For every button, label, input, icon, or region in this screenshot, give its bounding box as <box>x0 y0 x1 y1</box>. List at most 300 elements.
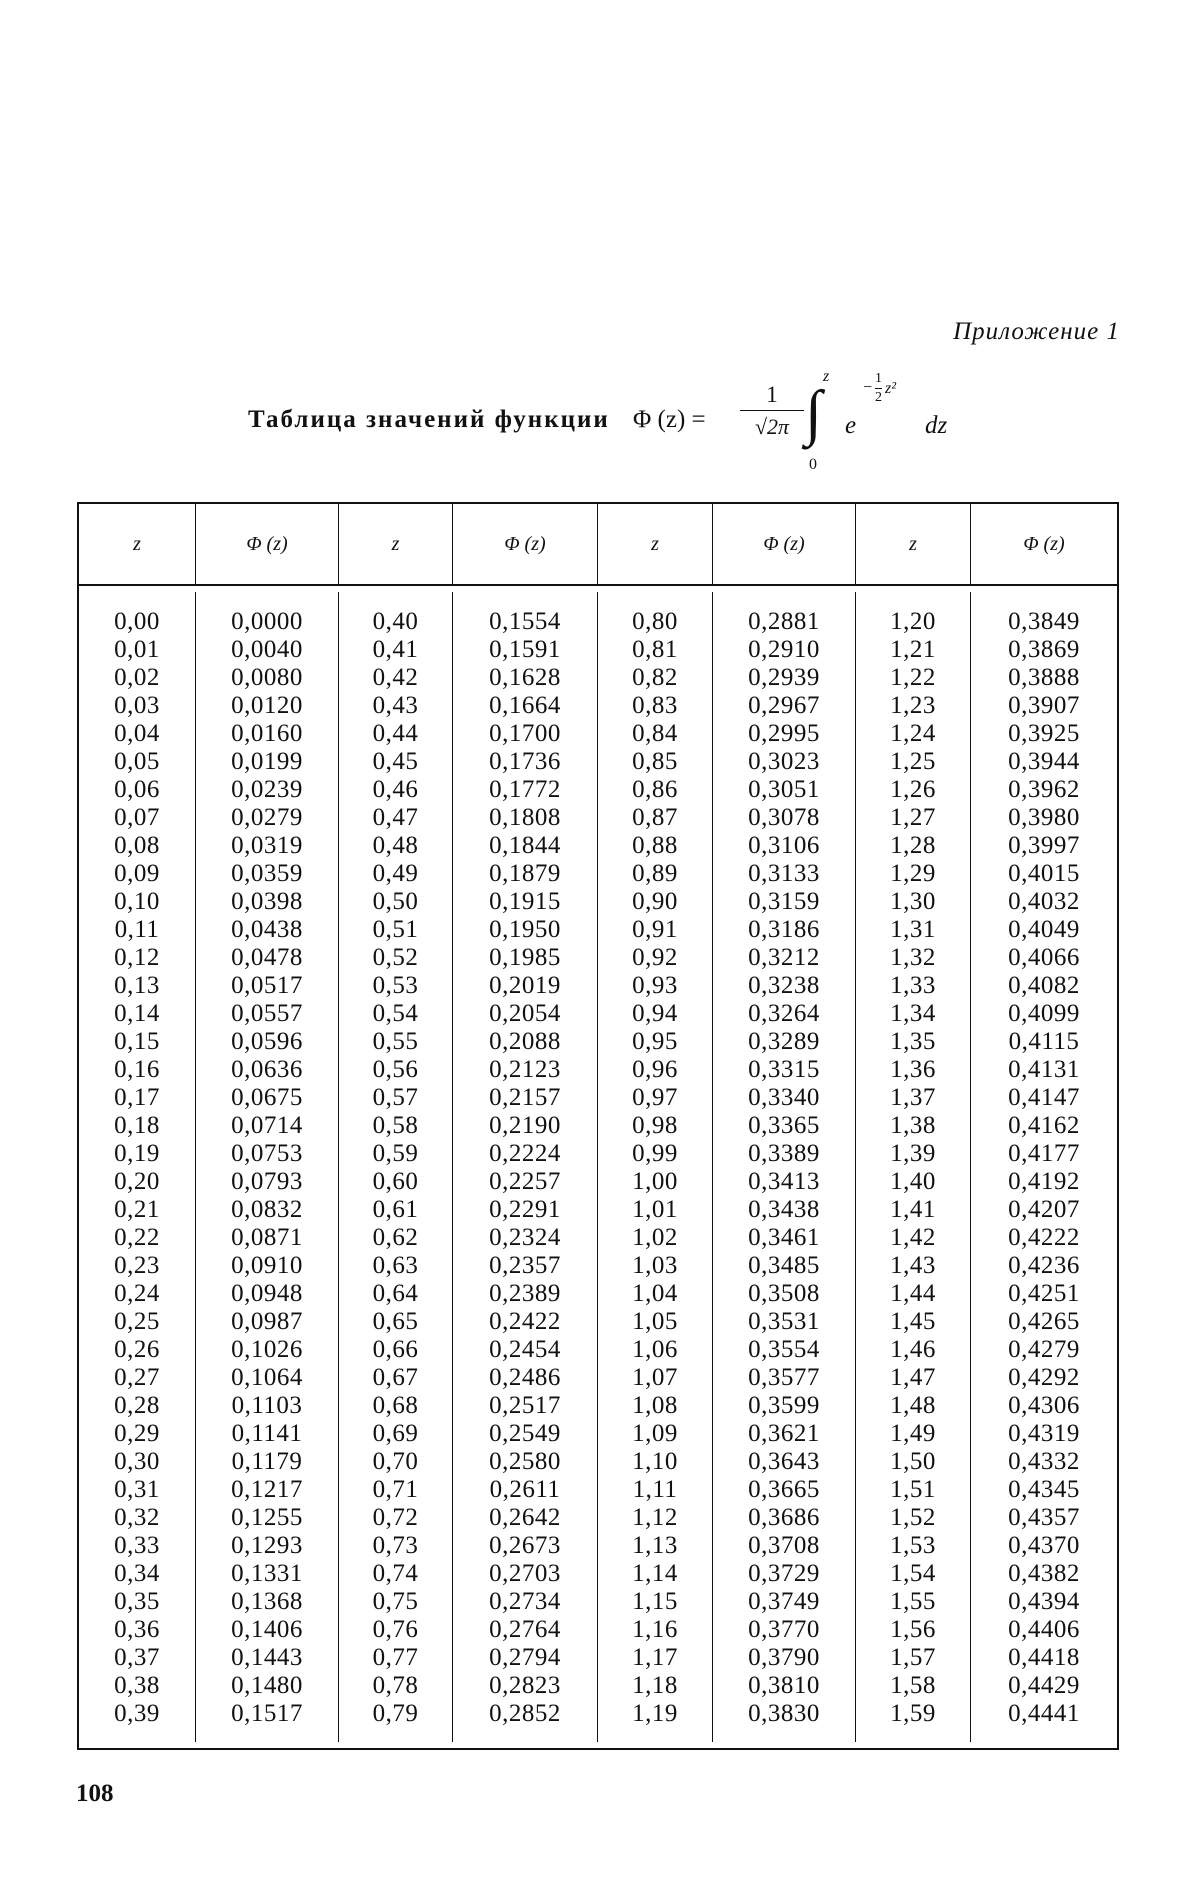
phi-value-cell: 0,0000 <box>231 608 303 635</box>
z-value-cell: 1,24 <box>890 720 936 747</box>
phi-value-cell: 0,0596 <box>231 1028 303 1055</box>
z-value-cell: 0,71 <box>372 1476 419 1503</box>
differential: dz <box>925 412 948 439</box>
z-value-cell: 1,37 <box>890 1084 936 1111</box>
phi-value-cell: 0,3264 <box>748 1000 820 1027</box>
header-phi-4: Φ (z) <box>1023 532 1065 555</box>
z-value-cell: 1,28 <box>890 832 936 859</box>
phi-value-cell: 0,4332 <box>1008 1448 1080 1475</box>
z-value-cell: 1,30 <box>890 888 936 915</box>
phi-value-cell: 0,1772 <box>489 776 561 803</box>
phi-value-cell: 0,3051 <box>748 776 820 803</box>
phi-value-cell: 0,0478 <box>231 944 303 971</box>
phi-value-cell: 0,3461 <box>748 1224 820 1251</box>
z-value-cell: 0,93 <box>632 972 678 999</box>
appendix-label: Приложение 1 <box>953 318 1120 345</box>
phi-value-cell: 0,2642 <box>489 1504 561 1531</box>
phi-value-cell: 0,3599 <box>748 1392 820 1419</box>
z-value-cell: 1,34 <box>890 1000 936 1027</box>
z-value-cell: 1,14 <box>632 1560 678 1587</box>
z-value-cell: 0,81 <box>632 636 678 663</box>
phi-value-cell: 0,0040 <box>231 636 303 663</box>
z-value-cell: 0,67 <box>372 1364 419 1391</box>
z-value-cell: 0,11 <box>114 916 160 943</box>
z-value-cell: 0,88 <box>632 832 678 859</box>
phi-value-cell: 0,4099 <box>1008 1000 1080 1027</box>
z-value-cell: 0,74 <box>372 1560 419 1587</box>
phi-value-cell: 0,2389 <box>489 1280 561 1307</box>
z-value-cell: 0,43 <box>372 692 419 719</box>
z-value-cell: 0,02 <box>114 664 160 691</box>
phi-value-cell: 0,3238 <box>748 972 820 999</box>
phi-value-cell: 0,0753 <box>231 1140 303 1167</box>
z-value-cell: 0,56 <box>372 1056 419 1083</box>
phi-value-cell: 0,2995 <box>748 720 820 747</box>
z-value-cell: 0,39 <box>114 1700 160 1727</box>
column-z-3 <box>598 592 713 1742</box>
phi-value-cell: 0,4115 <box>1008 1028 1080 1055</box>
z-value-cell: 0,26 <box>114 1336 160 1363</box>
phi-value-cell: 0,4279 <box>1008 1336 1080 1363</box>
z-value-cell: 0,33 <box>114 1532 160 1559</box>
phi-value-cell: 0,3749 <box>748 1588 820 1615</box>
z-value-cell: 0,20 <box>114 1168 160 1195</box>
header-z-4: z <box>856 504 971 584</box>
phi-value-cell: 0,0080 <box>231 664 303 691</box>
z-value-cell: 0,90 <box>632 888 678 915</box>
z-value-cell: 1,01 <box>632 1196 678 1223</box>
z-value-cell: 0,98 <box>632 1112 678 1139</box>
phi-value-cell: 0,3106 <box>748 832 820 859</box>
formula-numerator: 1 <box>766 382 778 407</box>
z-value-cell: 0,25 <box>114 1308 160 1335</box>
z-value-cell: 1,27 <box>890 804 936 831</box>
z-value-cell: 1,26 <box>890 776 936 803</box>
z-value-cell: 0,76 <box>372 1616 419 1643</box>
z-value-cell: 0,06 <box>114 776 160 803</box>
phi-value-cell: 0,4032 <box>1008 888 1080 915</box>
phi-value-cell: 0,1554 <box>489 608 561 635</box>
header-phi-1: Φ (z) <box>196 504 339 584</box>
z-value-cell: 0,30 <box>114 1448 160 1475</box>
column-z-4 <box>856 592 971 1742</box>
formula-denominator: √2π <box>754 414 790 439</box>
phi-value-cell: 0,3962 <box>1008 776 1080 803</box>
z-value-cell: 0,95 <box>632 1028 678 1055</box>
z-value-cell: 1,04 <box>632 1280 678 1307</box>
z-value-cell: 1,07 <box>632 1364 678 1391</box>
column-phi-2 <box>453 592 598 1742</box>
phi-value-cell: 0,0438 <box>231 916 303 943</box>
phi-value-cell: 0,2910 <box>748 636 820 663</box>
phi-value-cell: 0,4429 <box>1008 1672 1080 1699</box>
phi-value-cell: 0,2123 <box>489 1056 561 1083</box>
phi-value-cell: 0,2357 <box>489 1252 561 1279</box>
phi-value-cell: 0,4251 <box>1008 1280 1080 1307</box>
table-body <box>79 592 1117 1742</box>
z-value-cell: 0,69 <box>372 1420 419 1447</box>
header-z-3: z <box>598 504 713 584</box>
phi-value-cell: 0,0517 <box>231 972 303 999</box>
phi-value-cell: 0,0199 <box>231 748 303 775</box>
z-value-cell: 0,75 <box>372 1588 419 1615</box>
phi-value-cell: 0,1844 <box>489 832 561 859</box>
phi-value-cell: 0,3925 <box>1008 720 1080 747</box>
z-value-cell: 0,72 <box>372 1504 419 1531</box>
phi-value-cell: 0,0279 <box>231 804 303 831</box>
z-value-cell: 0,78 <box>372 1672 419 1699</box>
table-title <box>248 368 1008 478</box>
z-value-cell: 0,44 <box>372 720 419 747</box>
z-value-cell: 1,08 <box>632 1392 678 1419</box>
z-value-cell: 0,07 <box>114 804 160 831</box>
phi-value-cell: 0,2019 <box>489 972 561 999</box>
phi-value-cell: 0,3708 <box>748 1532 820 1559</box>
z-value-cell: 1,17 <box>632 1644 678 1671</box>
z-value-cell: 0,79 <box>372 1700 419 1727</box>
z-value-cell: 0,83 <box>632 692 678 719</box>
z-value-cell: 1,22 <box>890 664 936 691</box>
phi-value-cell: 0,3508 <box>748 1280 820 1307</box>
header-z-1: z <box>79 504 196 584</box>
z-value-cell: 0,19 <box>114 1140 160 1167</box>
z-value-cell: 0,27 <box>114 1364 160 1391</box>
exponent-numerator: 1 <box>875 371 883 386</box>
phi-value-cell: 0,3869 <box>1008 636 1080 663</box>
column-phi-3 <box>713 592 856 1742</box>
phi-value-cell: 0,1664 <box>489 692 561 719</box>
phi-value-cell: 0,3830 <box>748 1700 820 1727</box>
phi-value-cell: 0,2794 <box>489 1644 561 1671</box>
z-value-cell: 0,62 <box>372 1224 419 1251</box>
phi-value-cell: 0,4236 <box>1008 1252 1080 1279</box>
phi-value-cell: 0,3554 <box>748 1336 820 1363</box>
z-value-cell: 0,32 <box>114 1504 160 1531</box>
exponent-var: z² <box>885 379 897 397</box>
z-value-cell: 0,00 <box>114 608 160 635</box>
z-value-cell: 1,09 <box>632 1420 678 1447</box>
z-value-cell: 0,57 <box>372 1084 419 1111</box>
z-value-cell: 1,53 <box>890 1532 936 1559</box>
z-value-cell: 1,10 <box>632 1448 678 1475</box>
z-value-cell: 0,04 <box>114 720 160 747</box>
z-value-cell: 0,29 <box>114 1420 160 1447</box>
phi-formula <box>633 368 993 478</box>
column-z-2 <box>339 592 453 1742</box>
z-value-cell: 0,05 <box>114 748 160 775</box>
phi-values-table <box>77 502 1119 1750</box>
phi-value-cell: 0,4082 <box>1008 972 1080 999</box>
phi-value-cell: 0,0120 <box>231 692 303 719</box>
z-value-cell: 1,15 <box>632 1588 678 1615</box>
phi-value-cell: 0,1879 <box>489 860 561 887</box>
phi-value-cell: 0,1915 <box>489 888 561 915</box>
z-value-cell: 0,61 <box>372 1196 419 1223</box>
phi-value-cell: 0,3810 <box>748 1672 820 1699</box>
z-value-cell: 1,40 <box>890 1168 936 1195</box>
exponent-base: e <box>845 412 857 439</box>
phi-value-cell: 0,3023 <box>748 748 820 775</box>
z-value-cell: 1,03 <box>632 1252 678 1279</box>
phi-value-cell: 0,1331 <box>231 1560 303 1587</box>
column-z-1 <box>79 592 196 1742</box>
z-value-cell: 0,28 <box>114 1392 160 1419</box>
z-value-cell: 0,96 <box>632 1056 678 1083</box>
z-value-cell: 0,85 <box>632 748 678 775</box>
z-value-cell: 1,41 <box>890 1196 936 1223</box>
header-phi-3: Φ (z) <box>713 504 856 584</box>
phi-value-cell: 0,4292 <box>1008 1364 1080 1391</box>
z-value-cell: 1,02 <box>632 1224 678 1251</box>
phi-value-cell: 0,3438 <box>748 1196 820 1223</box>
phi-value-cell: 0,0910 <box>231 1252 303 1279</box>
z-value-cell: 0,10 <box>114 888 160 915</box>
phi-value-cell: 0,0871 <box>231 1224 303 1251</box>
z-value-cell: 0,08 <box>114 832 160 859</box>
z-value-cell: 0,51 <box>372 916 419 943</box>
z-value-cell: 0,54 <box>372 1000 419 1027</box>
z-value-cell: 0,89 <box>632 860 678 887</box>
phi-value-cell: 0,4306 <box>1008 1392 1080 1419</box>
phi-value-cell: 0,1406 <box>231 1616 303 1643</box>
z-value-cell: 1,32 <box>890 944 936 971</box>
z-value-cell: 0,48 <box>372 832 419 859</box>
z-value-cell: 0,38 <box>114 1672 160 1699</box>
phi-value-cell: 0,1480 <box>231 1672 303 1699</box>
phi-value-cell: 0,1141 <box>231 1420 303 1447</box>
z-value-cell: 1,18 <box>632 1672 678 1699</box>
phi-value-cell: 0,3365 <box>748 1112 820 1139</box>
phi-value-cell: 0,3729 <box>748 1560 820 1587</box>
z-value-cell: 1,05 <box>632 1308 678 1335</box>
phi-value-cell: 0,3531 <box>748 1308 820 1335</box>
z-value-cell: 1,12 <box>632 1504 678 1531</box>
phi-value-cell: 0,4265 <box>1008 1308 1080 1335</box>
phi-value-cell: 0,3643 <box>748 1448 820 1475</box>
phi-value-cell: 0,0832 <box>231 1196 303 1223</box>
phi-value-cell: 0,3621 <box>748 1420 820 1447</box>
z-value-cell: 0,49 <box>372 860 419 887</box>
formula-fraction <box>740 382 804 440</box>
z-value-cell: 0,99 <box>632 1140 678 1167</box>
phi-value-cell: 0,4066 <box>1008 944 1080 971</box>
phi-value-cell: 0,4192 <box>1008 1168 1080 1195</box>
z-value-cell: 1,06 <box>632 1336 678 1363</box>
z-value-cell: 0,12 <box>114 944 160 971</box>
phi-value-cell: 0,0359 <box>231 860 303 887</box>
phi-value-cell: 0,2881 <box>748 608 820 635</box>
z-value-cell: 0,66 <box>372 1336 419 1363</box>
z-value-cell: 0,97 <box>632 1084 678 1111</box>
phi-value-cell: 0,2823 <box>489 1672 561 1699</box>
z-value-cell: 1,35 <box>890 1028 936 1055</box>
z-value-cell: 1,48 <box>890 1392 936 1419</box>
phi-value-cell: 0,2549 <box>489 1420 561 1447</box>
exponent-fraction-bar <box>875 388 882 389</box>
phi-value-cell: 0,3944 <box>1008 748 1080 775</box>
phi-value-cell: 0,2454 <box>489 1336 561 1363</box>
z-value-cell: 1,51 <box>890 1476 936 1503</box>
phi-value-cell: 0,1950 <box>489 916 561 943</box>
phi-value-cell: 0,1591 <box>489 636 561 663</box>
z-value-cell: 1,31 <box>890 916 936 943</box>
z-value-cell: 0,36 <box>114 1616 160 1643</box>
phi-value-cell: 0,0557 <box>231 1000 303 1027</box>
phi-value-cell: 0,1736 <box>489 748 561 775</box>
z-value-cell: 1,20 <box>890 608 936 635</box>
phi-value-cell: 0,3389 <box>748 1140 820 1167</box>
table-header-row <box>79 504 1117 586</box>
phi-value-cell: 0,1368 <box>231 1588 303 1615</box>
phi-value-cell: 0,4147 <box>1008 1084 1080 1111</box>
phi-value-cell: 0,1064 <box>231 1364 303 1391</box>
z-value-cell: 0,63 <box>372 1252 419 1279</box>
phi-value-cell: 0,4049 <box>1008 916 1080 943</box>
phi-value-cell: 0,2486 <box>489 1364 561 1391</box>
phi-value-cell: 0,1628 <box>489 664 561 691</box>
page-number: 108 <box>76 1780 114 1807</box>
phi-value-cell: 0,4418 <box>1008 1644 1080 1671</box>
z-value-cell: 0,82 <box>632 664 678 691</box>
z-value-cell: 1,00 <box>632 1168 678 1195</box>
phi-value-cell: 0,2939 <box>748 664 820 691</box>
integral-sign: ∫ <box>805 379 822 447</box>
z-value-cell: 1,58 <box>890 1672 936 1699</box>
phi-value-cell: 0,1255 <box>231 1504 303 1531</box>
phi-value-cell: 0,4394 <box>1008 1588 1080 1615</box>
phi-value-cell: 0,4370 <box>1008 1532 1080 1559</box>
z-value-cell: 0,09 <box>114 860 160 887</box>
z-value-cell: 0,35 <box>114 1588 160 1615</box>
phi-value-cell: 0,4207 <box>1008 1196 1080 1223</box>
phi-value-cell: 0,4345 <box>1008 1476 1080 1503</box>
z-value-cell: 0,52 <box>372 944 419 971</box>
phi-value-cell: 0,3980 <box>1008 804 1080 831</box>
phi-value-cell: 0,0714 <box>231 1112 303 1139</box>
z-value-cell: 0,50 <box>372 888 419 915</box>
phi-value-cell: 0,3770 <box>748 1616 820 1643</box>
phi-value-cell: 0,2324 <box>489 1224 561 1251</box>
phi-value-cell: 0,3186 <box>748 916 820 943</box>
z-value-cell: 1,50 <box>890 1448 936 1475</box>
phi-value-cell: 0,1443 <box>231 1644 303 1671</box>
z-value-cell: 1,16 <box>632 1616 678 1643</box>
phi-value-cell: 0,3577 <box>748 1364 820 1391</box>
phi-value-cell: 0,3665 <box>748 1476 820 1503</box>
phi-value-cell: 0,4382 <box>1008 1560 1080 1587</box>
phi-value-cell: 0,3212 <box>748 944 820 971</box>
phi-value-cell: 0,2054 <box>489 1000 561 1027</box>
z-value-cell: 0,55 <box>372 1028 419 1055</box>
z-value-cell: 1,59 <box>890 1700 936 1727</box>
z-value-cell: 0,31 <box>114 1476 160 1503</box>
z-value-cell: 0,92 <box>632 944 678 971</box>
z-value-cell: 1,56 <box>890 1616 936 1643</box>
z-value-cell: 0,42 <box>372 664 419 691</box>
phi-value-cell: 0,1217 <box>231 1476 303 1503</box>
phi-value-cell: 0,3340 <box>748 1084 820 1111</box>
phi-value-cell: 0,2257 <box>489 1168 561 1195</box>
z-value-cell: 0,73 <box>372 1532 419 1559</box>
z-value-cell: 0,87 <box>632 804 678 831</box>
phi-value-cell: 0,3997 <box>1008 832 1080 859</box>
integral-lower-limit: 0 <box>809 456 817 473</box>
z-value-cell: 0,80 <box>632 608 678 635</box>
z-value-cell: 1,44 <box>890 1280 936 1307</box>
z-value-cell: 0,70 <box>372 1448 419 1475</box>
z-value-cell: 0,23 <box>114 1252 160 1279</box>
phi-value-cell: 0,2291 <box>489 1196 561 1223</box>
z-value-cell: 1,46 <box>890 1336 936 1363</box>
z-value-cell: 0,47 <box>372 804 419 831</box>
phi-value-cell: 0,0636 <box>231 1056 303 1083</box>
phi-value-cell: 0,2190 <box>489 1112 561 1139</box>
phi-value-cell: 0,4015 <box>1008 860 1080 887</box>
column-phi-1 <box>196 592 339 1742</box>
phi-value-cell: 0,2703 <box>489 1560 561 1587</box>
z-value-cell: 1,52 <box>890 1504 936 1531</box>
z-value-cell: 0,01 <box>114 636 160 663</box>
phi-value-cell: 0,1985 <box>489 944 561 971</box>
phi-value-cell: 0,2517 <box>489 1392 561 1419</box>
phi-value-cell: 0,2673 <box>489 1532 561 1559</box>
phi-value-cell: 0,3888 <box>1008 664 1080 691</box>
z-value-cell: 1,13 <box>632 1532 678 1559</box>
z-value-cell: 0,91 <box>632 916 678 943</box>
z-value-cell: 1,39 <box>890 1140 936 1167</box>
phi-value-cell: 0,0675 <box>231 1084 303 1111</box>
phi-value-cell: 0,3078 <box>748 804 820 831</box>
phi-value-cell: 0,1293 <box>231 1532 303 1559</box>
phi-value-cell: 0,3289 <box>748 1028 820 1055</box>
phi-value-cell: 0,4319 <box>1008 1420 1080 1447</box>
z-value-cell: 1,21 <box>890 636 936 663</box>
phi-value-cell: 0,3790 <box>748 1644 820 1671</box>
phi-value-cell: 0,2422 <box>489 1308 561 1335</box>
z-value-cell: 1,38 <box>890 1112 936 1139</box>
z-value-cell: 0,68 <box>372 1392 419 1419</box>
exponent-sign: − <box>863 379 873 397</box>
phi-value-cell: 0,0948 <box>231 1280 303 1307</box>
phi-value-cell: 0,4406 <box>1008 1616 1080 1643</box>
phi-value-cell: 0,0987 <box>231 1308 303 1335</box>
z-value-cell: 0,64 <box>372 1280 419 1307</box>
z-value-cell: 1,49 <box>890 1420 936 1447</box>
column-phi-4 <box>971 592 1117 1742</box>
z-value-cell: 0,22 <box>114 1224 160 1251</box>
z-value-cell: 0,94 <box>632 1000 678 1027</box>
z-value-cell: 0,16 <box>114 1056 160 1083</box>
z-value-cell: 0,60 <box>372 1168 419 1195</box>
phi-value-cell: 0,3686 <box>748 1504 820 1531</box>
phi-value-cell: 0,3413 <box>748 1168 820 1195</box>
z-value-cell: 0,37 <box>114 1644 160 1671</box>
phi-value-cell: 0,1026 <box>231 1336 303 1363</box>
phi-value-cell: 0,2157 <box>489 1084 561 1111</box>
phi-value-cell: 0,0793 <box>231 1168 303 1195</box>
phi-value-cell: 0,1700 <box>489 720 561 747</box>
phi-value-cell: 0,3907 <box>1008 692 1080 719</box>
integral-upper-limit: z <box>823 368 830 385</box>
z-value-cell: 0,14 <box>114 1000 160 1027</box>
phi-value-cell: 0,2967 <box>748 692 820 719</box>
phi-value-cell: 0,1103 <box>231 1392 303 1419</box>
z-value-cell: 1,25 <box>890 748 936 775</box>
phi-value-cell: 0,2852 <box>489 1700 561 1727</box>
z-value-cell: 1,36 <box>890 1056 936 1083</box>
z-value-cell: 0,24 <box>114 1280 160 1307</box>
phi-value-cell: 0,1517 <box>231 1700 303 1727</box>
